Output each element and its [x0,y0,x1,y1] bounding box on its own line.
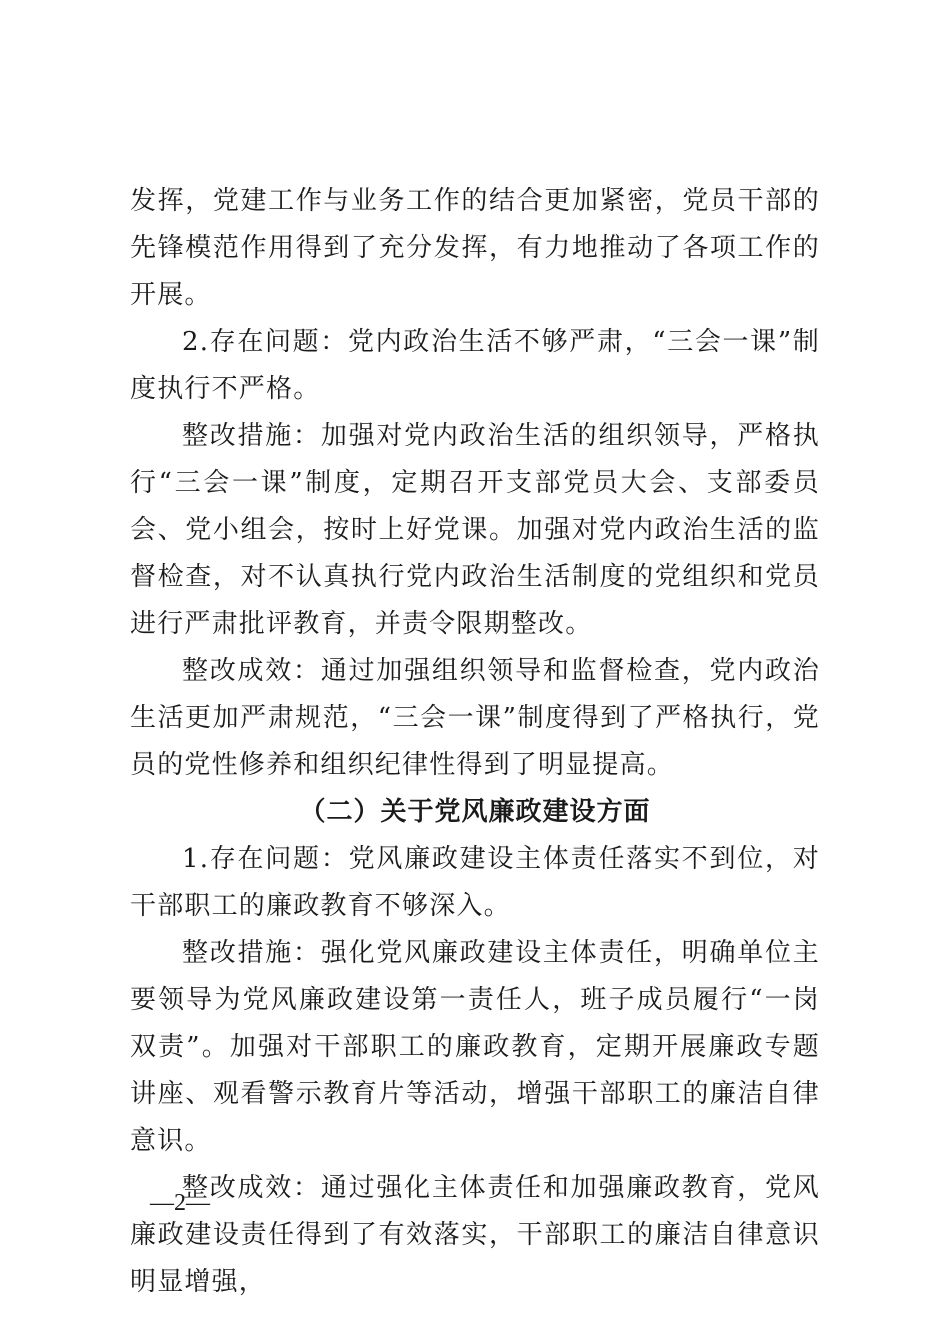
paragraph-measures-1: 整改措施：加强对党内政治生活的组织领导，严格执行“三会一课”制度，定期召开支部党员大会、支部委员会、党小组会，按时上好党课。加强对党内政治生活的监督检查，对不认真执行党内政治生活制度的党组织和党员进行严肃批评教育，并责令限期整改。 [130,421,820,639]
paragraph-results-2: 整改成效：通过强化主体责任和加强廉政教育，党风廉政建设责任得到了有效落实，干部职工的廉洁自律意识明显增强， [130,1173,820,1297]
page-number: —2— [150,1190,210,1216]
paragraph-problem-1: 1.存在问题：党风廉政建设主体责任落实不到位，对干部职工的廉政教育不够深入。 [130,844,820,921]
paragraph-continuation: 发挥，党建工作与业务工作的结合更加紧密，党员干部的先锋模范作用得到了充分发挥，有力地推动了各项工作的开展。 [130,186,820,310]
section-heading: （二）关于党风廉政建设方面 [299,797,651,827]
body-text [130,178,820,1306]
paragraph-measures-2: 整改措施：强化党风廉政建设主体责任，明确单位主要领导为党风廉政建设第一责任人，班子成员履行“一岗双责”。加强对干部职工的廉政教育，定期开展廉政专题讲座、观看警示教育片等活动，增强干部职工的廉洁自律意识。 [130,938,820,1156]
paragraph-problem-2: 2.存在问题：党内政治生活不够严肃，“三会一课”制度执行不严格。 [130,327,820,404]
paragraph-results-1: 整改成效：通过加强组织领导和监督检查，党内政治生活更加严肃规范，“三会一课”制度得到了严格执行，党员的党性修养和组织纪律性得到了明显提高。 [130,656,820,780]
